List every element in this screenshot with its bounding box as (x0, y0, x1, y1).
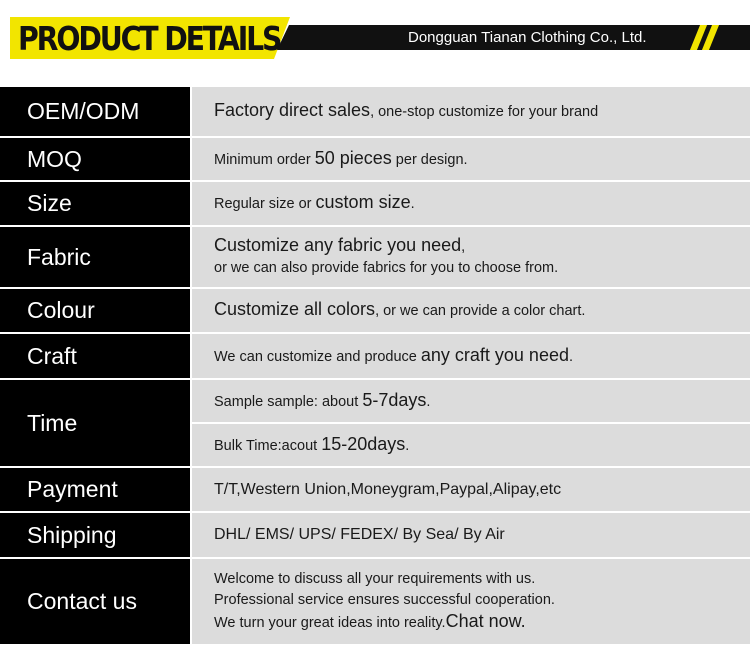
value-text: . (410, 196, 415, 212)
company-name: Dongguan Tianan Clothing Co., Ltd. (408, 29, 647, 46)
value-line (214, 100, 750, 123)
row-label: OEM/ODM (0, 87, 190, 136)
value-emphasis: Factory direct sales (214, 100, 371, 120)
value-line (214, 192, 750, 215)
value-line (214, 569, 750, 590)
row-value (192, 468, 750, 511)
table-row (0, 468, 750, 511)
row-value (192, 138, 750, 180)
value-text: Professional service ensures successful cooperation. (214, 592, 555, 608)
row-value-column (192, 138, 750, 180)
row-value-column (192, 182, 750, 225)
value-text: Sample sample: about (214, 393, 363, 410)
value-text: Bulk Time:acout (214, 437, 322, 454)
row-value (192, 513, 750, 557)
value-text: We can customize and produce (214, 348, 421, 365)
row-label: Contact us (0, 559, 190, 644)
value-text: . (405, 437, 410, 454)
row-value-column (192, 227, 750, 287)
table-row (0, 559, 750, 644)
value-emphasis: Customize all colors (214, 299, 376, 319)
table-row (0, 138, 750, 180)
value-line (214, 299, 750, 322)
value-line (214, 524, 750, 546)
value-text: per design. (391, 151, 468, 168)
table-row (0, 289, 750, 332)
row-label: Payment (0, 468, 190, 511)
value-text: Regular size or (214, 196, 316, 212)
row-value (192, 289, 750, 332)
value-emphasis: Customize any fabric you need (214, 235, 462, 255)
value-line (214, 590, 750, 611)
value-line (214, 390, 750, 413)
value-text: . (426, 393, 431, 410)
value-emphasis: 5-7days (362, 389, 427, 410)
value-line (214, 258, 750, 279)
value-line (214, 479, 750, 501)
row-value-column (192, 87, 750, 136)
value-line (214, 235, 750, 258)
row-value-column (192, 380, 750, 466)
row-label: Shipping (0, 513, 190, 557)
row-label: Time (0, 380, 190, 466)
value-emphasis: 15-20days (321, 433, 406, 454)
row-label: Colour (0, 289, 190, 332)
value-line (214, 434, 750, 457)
table-row (0, 513, 750, 557)
value-line (214, 611, 750, 634)
value-line (214, 345, 750, 368)
value-emphasis: custom size (315, 192, 411, 212)
row-value (192, 87, 750, 136)
value-emphasis: DHL/ EMS/ UPS/ FEDEX/ By Sea/ By Air (214, 526, 505, 543)
header-banner (0, 0, 750, 86)
row-value-column (192, 513, 750, 557)
row-value-column (192, 289, 750, 332)
table-row (0, 87, 750, 136)
value-line (214, 148, 750, 171)
value-text: We turn your great ideas into reality. (214, 615, 446, 631)
value-emphasis: Chat now. (445, 611, 526, 631)
page-title: PRODUCT DETAILS (18, 19, 281, 58)
row-value (192, 182, 750, 225)
table-row (0, 227, 750, 287)
value-text: or we can also provide fabrics for you to choose from. (214, 260, 559, 276)
row-value (192, 424, 750, 466)
row-label: MOQ (0, 138, 190, 180)
value-text: , or we can provide a color chart. (375, 303, 586, 319)
row-value (192, 227, 750, 287)
value-emphasis: 50 pieces (314, 147, 392, 168)
row-value-column (192, 559, 750, 644)
table-row (0, 334, 750, 378)
details-table (0, 87, 750, 646)
row-value-column (192, 468, 750, 511)
value-text: Minimum order (214, 151, 315, 168)
value-text: Welcome to discuss all your requirements with us. (214, 571, 536, 587)
value-text: , one-stop customize for your brand (370, 104, 599, 120)
value-text: . (568, 348, 574, 365)
row-label: Size (0, 182, 190, 225)
row-value (192, 334, 750, 378)
table-row (0, 182, 750, 225)
value-text: , (461, 239, 466, 255)
row-value (192, 380, 750, 422)
value-emphasis: T/T,Western Union,Moneygram,Paypal,Alipay,etc (214, 480, 562, 498)
value-emphasis: any craft you need (420, 344, 569, 365)
table-row (0, 380, 750, 466)
row-value (192, 559, 750, 644)
row-value-column (192, 334, 750, 378)
row-label: Craft (0, 334, 190, 378)
row-label: Fabric (0, 227, 190, 287)
